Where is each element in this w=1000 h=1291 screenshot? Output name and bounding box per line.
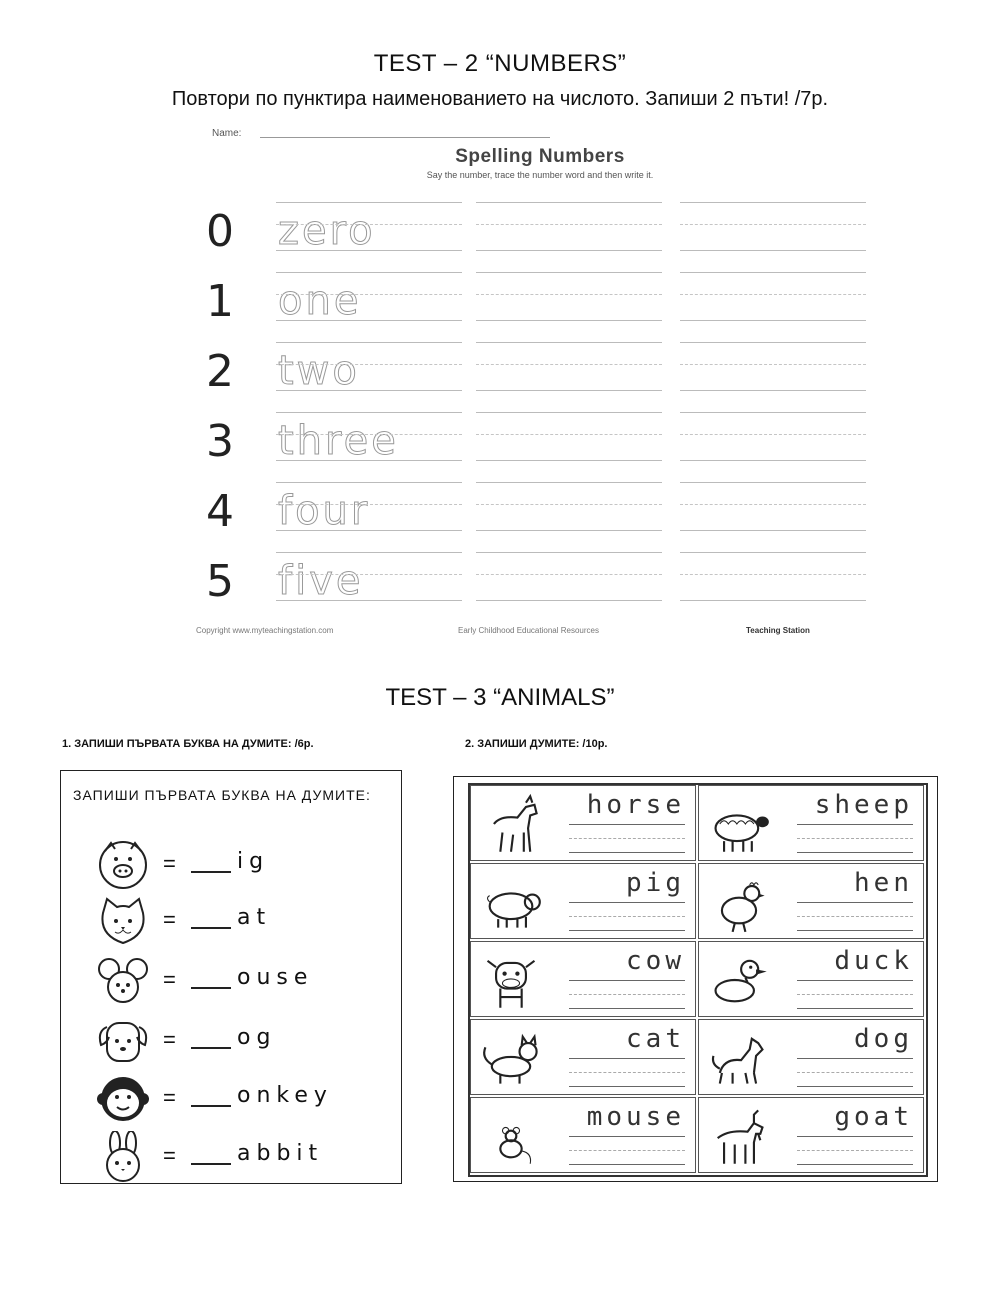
trace-line <box>276 390 462 391</box>
dog-face-icon <box>97 1015 149 1067</box>
writing-midline <box>569 1072 685 1073</box>
number-row <box>190 198 880 268</box>
trace-line <box>276 224 462 225</box>
number-digit: 3 <box>206 416 234 467</box>
animal-word: dog <box>854 1024 913 1054</box>
spelling-worksheet <box>190 122 880 642</box>
dog-icon <box>707 1026 771 1090</box>
letter-blank[interactable] <box>191 927 231 929</box>
animal-word-cell <box>470 785 696 861</box>
footer-brand: Teaching Station <box>746 626 810 635</box>
number-row <box>190 478 880 548</box>
equals-sign: = <box>163 1143 176 1168</box>
test3-title: TEST – 3 “ANIMALS” <box>385 684 615 711</box>
equals-sign: = <box>163 851 176 876</box>
traceable-number-word: zero <box>278 208 376 254</box>
pig-face-icon <box>97 839 149 891</box>
writing-line[interactable] <box>569 1136 685 1137</box>
writing-line[interactable] <box>476 272 662 273</box>
letter-blank[interactable] <box>191 987 231 989</box>
writing-line[interactable] <box>680 202 866 203</box>
writing-line[interactable] <box>569 980 685 981</box>
trace-line <box>276 574 462 575</box>
number-digit: 1 <box>206 276 234 327</box>
writing-line[interactable] <box>476 320 662 321</box>
name-line[interactable] <box>260 137 550 138</box>
cat-icon <box>479 1026 543 1090</box>
writing-line[interactable] <box>569 902 685 903</box>
writing-midline <box>569 994 685 995</box>
monkey-face-icon <box>97 1073 149 1125</box>
word-ending: og <box>237 1025 277 1050</box>
number-row <box>190 268 880 338</box>
animal-word-cell <box>470 863 696 939</box>
rabbit-face-icon <box>97 1131 149 1183</box>
writing-line[interactable] <box>476 552 662 553</box>
writing-line[interactable] <box>680 250 866 251</box>
writing-line[interactable] <box>797 1086 913 1087</box>
writing-line[interactable] <box>797 1008 913 1009</box>
writing-line[interactable] <box>476 294 662 295</box>
writing-line[interactable] <box>476 434 662 435</box>
writing-line[interactable] <box>680 552 866 553</box>
first-letter-row <box>97 955 387 1005</box>
footer-resources: Early Childhood Educational Resources <box>458 626 599 635</box>
writing-line[interactable] <box>476 390 662 391</box>
writing-line[interactable] <box>569 1164 685 1165</box>
traceable-number-word: five <box>278 558 364 604</box>
write-words-box <box>453 776 938 1182</box>
trace-line <box>276 504 462 505</box>
writing-line[interactable] <box>476 574 662 575</box>
writing-line[interactable] <box>680 482 866 483</box>
trace-line <box>276 320 462 321</box>
name-label: Name: <box>212 128 242 139</box>
equals-sign: = <box>163 967 176 992</box>
footer-copyright: Copyright www.myteachingstation.com <box>196 626 334 635</box>
traceable-number-word: three <box>278 418 399 464</box>
writing-midline <box>797 916 913 917</box>
question-2-heading: 2. ЗАПИШИ ДУМИТЕ: /10р. <box>465 738 608 750</box>
trace-line <box>276 342 462 343</box>
equals-sign: = <box>163 907 176 932</box>
writing-midline <box>797 1150 913 1151</box>
animal-word: sheep <box>814 790 913 820</box>
writing-midline <box>797 838 913 839</box>
writing-midline <box>569 1150 685 1151</box>
writing-midline <box>797 1072 913 1073</box>
writing-line[interactable] <box>476 482 662 483</box>
word-ending: abbit <box>237 1141 324 1166</box>
writing-line[interactable] <box>797 1164 913 1165</box>
writing-line[interactable] <box>476 600 662 601</box>
first-letter-row <box>97 895 387 945</box>
animal-word: duck <box>834 946 913 976</box>
writing-line[interactable] <box>476 364 662 365</box>
first-letter-box-title: ЗАПИШИ ПЪРВАТА БУКВА НА ДУМИТЕ: <box>73 787 371 803</box>
animal-word-cell <box>470 941 696 1017</box>
cat-face-icon <box>97 895 149 947</box>
animal-word: goat <box>834 1102 913 1132</box>
letter-blank[interactable] <box>191 1163 231 1165</box>
trace-line <box>276 552 462 553</box>
writing-line[interactable] <box>680 600 866 601</box>
animal-word-cell <box>698 863 924 939</box>
writing-line[interactable] <box>680 364 866 365</box>
question-1-heading: 1. ЗАПИШИ ПЪРВАТА БУКВА НА ДУМИТЕ: /6р. <box>62 738 314 750</box>
test2-title: TEST – 2 “NUMBERS” <box>373 50 627 77</box>
writing-line[interactable] <box>476 342 662 343</box>
equals-sign: = <box>163 1085 176 1110</box>
writing-line[interactable] <box>797 930 913 931</box>
traceable-number-word: two <box>278 348 360 394</box>
writing-line[interactable] <box>680 272 866 273</box>
writing-line[interactable] <box>797 980 913 981</box>
equals-sign: = <box>163 1027 176 1052</box>
writing-line[interactable] <box>797 852 913 853</box>
writing-line[interactable] <box>680 434 866 435</box>
writing-line[interactable] <box>476 412 662 413</box>
trace-line <box>276 600 462 601</box>
writing-line[interactable] <box>680 294 866 295</box>
writing-line[interactable] <box>476 504 662 505</box>
trace-line <box>276 412 462 413</box>
writing-line[interactable] <box>680 320 866 321</box>
animal-word-cell <box>698 941 924 1017</box>
writing-line[interactable] <box>569 930 685 931</box>
trace-line <box>276 434 462 435</box>
number-digit: 5 <box>206 556 234 607</box>
sheep-icon <box>707 792 771 856</box>
traceable-number-word: four <box>278 488 371 534</box>
cow-icon <box>479 948 543 1012</box>
writing-line[interactable] <box>476 224 662 225</box>
writing-line[interactable] <box>797 902 913 903</box>
writing-line[interactable] <box>476 202 662 203</box>
animal-word: horse <box>586 790 685 820</box>
writing-line[interactable] <box>476 460 662 461</box>
mouse-face-icon <box>97 955 149 1007</box>
writing-line[interactable] <box>680 412 866 413</box>
goat-icon <box>707 1104 771 1168</box>
animal-word: mouse <box>586 1102 685 1132</box>
animal-word-cell <box>470 1019 696 1095</box>
writing-line[interactable] <box>680 530 866 531</box>
hen-icon <box>707 870 771 934</box>
writing-line[interactable] <box>797 824 913 825</box>
writing-line[interactable] <box>476 250 662 251</box>
writing-line[interactable] <box>569 824 685 825</box>
writing-line[interactable] <box>569 1058 685 1059</box>
trace-line <box>276 460 462 461</box>
word-ending: onkey <box>237 1083 333 1108</box>
first-letter-row <box>97 1015 387 1065</box>
writing-line[interactable] <box>797 1058 913 1059</box>
animal-word: pig <box>626 868 685 898</box>
writing-line[interactable] <box>680 342 866 343</box>
first-letter-row <box>97 839 387 889</box>
word-ending: at <box>237 905 272 930</box>
animal-word-cell <box>698 1019 924 1095</box>
number-digit: 4 <box>206 486 234 537</box>
worksheet-subtitle: Say the number, trace the number word and then write it. <box>426 170 654 180</box>
animal-word-cell <box>698 1097 924 1173</box>
test2-instruction: Повтори по пунктира наименованието на числото. Запиши 2 пъти! /7р. <box>171 88 829 110</box>
writing-midline <box>569 838 685 839</box>
animal-word-cell <box>470 1097 696 1173</box>
trace-line <box>276 364 462 365</box>
worksheet-title: Spelling Numbers <box>455 146 625 167</box>
writing-midline <box>569 916 685 917</box>
trace-line <box>276 294 462 295</box>
number-digit: 2 <box>206 346 234 397</box>
writing-line[interactable] <box>476 530 662 531</box>
number-digit: 0 <box>206 206 234 257</box>
letter-blank[interactable] <box>191 1105 231 1107</box>
mouse-icon <box>479 1104 543 1168</box>
letter-blank[interactable] <box>191 1047 231 1049</box>
writing-line[interactable] <box>680 574 866 575</box>
writing-line[interactable] <box>569 852 685 853</box>
first-letter-row <box>97 1073 387 1123</box>
writing-line[interactable] <box>797 1136 913 1137</box>
writing-line[interactable] <box>569 1008 685 1009</box>
animal-word: hen <box>854 868 913 898</box>
writing-line[interactable] <box>680 504 866 505</box>
writing-line[interactable] <box>680 224 866 225</box>
writing-line[interactable] <box>680 390 866 391</box>
writing-line[interactable] <box>680 460 866 461</box>
trace-line <box>276 482 462 483</box>
word-ending: ouse <box>237 965 314 990</box>
animal-word-cell <box>698 785 924 861</box>
number-row <box>190 338 880 408</box>
writing-midline <box>797 994 913 995</box>
word-ending: ig <box>237 849 270 874</box>
trace-line <box>276 202 462 203</box>
trace-line <box>276 530 462 531</box>
trace-line <box>276 250 462 251</box>
number-row <box>190 408 880 478</box>
animal-words-grid <box>468 783 928 1177</box>
animal-word: cat <box>626 1024 685 1054</box>
pig-icon <box>479 870 543 934</box>
number-row <box>190 548 880 618</box>
traceable-number-word: one <box>278 278 362 324</box>
first-letter-box <box>60 770 402 1184</box>
horse-icon <box>479 792 543 856</box>
writing-line[interactable] <box>569 1086 685 1087</box>
trace-line <box>276 272 462 273</box>
animal-word: cow <box>626 946 685 976</box>
letter-blank[interactable] <box>191 871 231 873</box>
duck-icon <box>707 948 771 1012</box>
first-letter-row <box>97 1131 387 1181</box>
